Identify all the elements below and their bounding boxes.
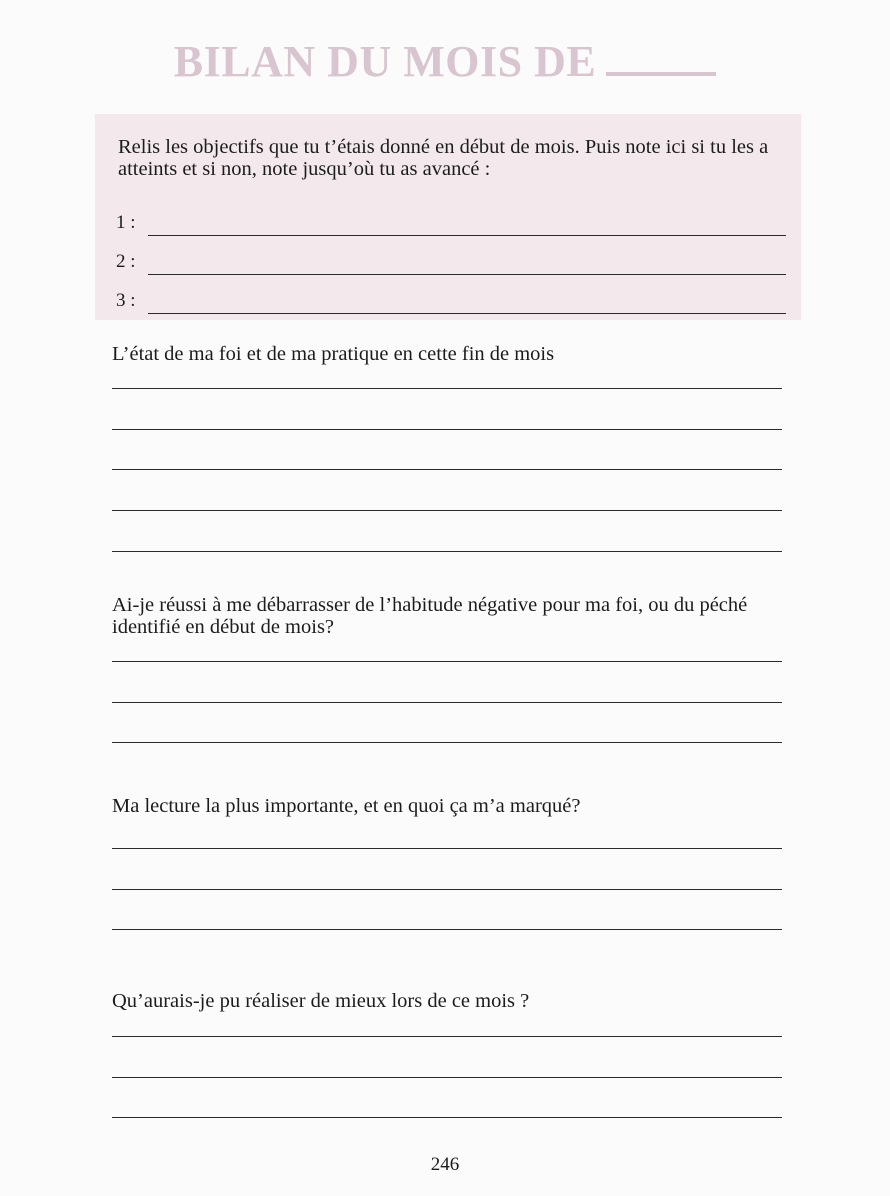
objective-row-2: [116, 249, 786, 275]
objective-number: 1 :: [116, 212, 136, 233]
answer-line[interactable]: [112, 1077, 782, 1078]
question-improvement: Qu’aurais-je pu réaliser de mieux lors de ce mois ?: [112, 990, 530, 1012]
objective-answer-line[interactable]: [148, 235, 786, 236]
question-reading: Ma lecture la plus importante, et en quoi ça m’a marqué?: [112, 795, 581, 817]
answer-line[interactable]: [112, 661, 782, 662]
objective-answer-line[interactable]: [148, 274, 786, 275]
answer-line[interactable]: [112, 702, 782, 703]
objectives-intro: Relis les objectifs que tu t’étais donné en début de mois. Puis note ici si tu les a atteints et si non, note jusqu’où tu as avancé :: [118, 136, 769, 180]
answer-line[interactable]: [112, 510, 782, 511]
month-blank-line: [606, 72, 716, 76]
answer-line[interactable]: [112, 742, 782, 743]
answer-line[interactable]: [112, 469, 782, 470]
answer-line[interactable]: [112, 429, 782, 430]
answer-line[interactable]: [112, 929, 782, 930]
objective-row-1: [116, 210, 786, 236]
objective-row-3: [116, 288, 786, 314]
objective-number: 3 :: [116, 290, 136, 311]
objective-answer-line[interactable]: [148, 313, 786, 314]
answer-line[interactable]: [112, 388, 782, 389]
answer-line[interactable]: [112, 1036, 782, 1037]
page-number: 246: [430, 1154, 460, 1175]
answer-line[interactable]: [112, 848, 782, 849]
question-negative-habit: Ai-je réussi à me débarrasser de l’habitude négative pour ma foi, ou du péché identifié en début de mois?: [112, 594, 748, 638]
answer-line[interactable]: [112, 889, 782, 890]
answer-line[interactable]: [112, 1117, 782, 1118]
page-title: [0, 36, 890, 87]
question-faith-state: L’état de ma foi et de ma pratique en cette fin de mois: [112, 343, 555, 365]
answer-line[interactable]: [112, 551, 782, 552]
objective-number: 2 :: [116, 251, 136, 272]
page-title-text: BILAN DU MOIS DE: [173, 37, 597, 86]
